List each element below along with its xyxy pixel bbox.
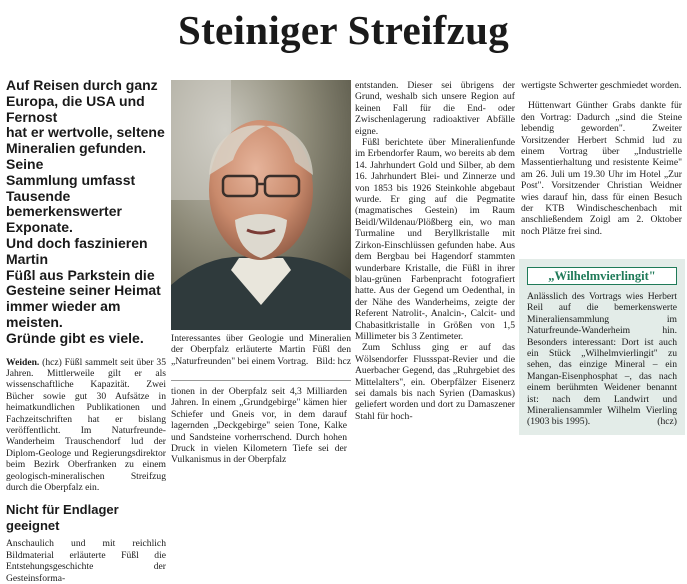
lead-line: Sammlung umfasst Tausende: [6, 171, 136, 204]
caption-divider: [171, 380, 351, 381]
column-4: [521, 80, 682, 237]
body-paragraph: tionen in der Oberpfalz seit 4,3 Milliarden Jahren. In einem „Grundgebirge" kämen hier Schiefer und Gneis vor, in dem darauf lagernden „Deckgebirge" seien Tone, Kalke und Sandsteine vorherrschend. Durch hohen Druck in vielen Kilometern Tiefe sei der Vulkanismus in der Oberpfalz: [171, 386, 347, 466]
column-2-bottom: [171, 386, 347, 466]
portrait-illustration: [171, 80, 351, 330]
dateline: Weiden.: [6, 356, 40, 368]
body-paragraph: Zum Schluss ging er auf das Wölsendorfer Flussspat-Revier und die Auerbacher Gegend, das „Ruhrgebiet des Mittelalters", ein. Oberpfälzer Eisenerz sei damals bis nach Syrien (Damaskus) geliefert worden und dort zu Damaszener Stahl für hoch-: [355, 342, 515, 422]
lead-line: Auf Reisen durch ganz: [6, 77, 158, 93]
body-paragraph: entstanden. Dieser sei übrigens der Grund, weshalb sich unsere Region auf keinen Fall für die End- oder Zwischenlagerung radioaktiver Abfälle eigne.: [355, 80, 515, 137]
body-text: (hcz) Füßl sammelt seit über 35 Jahren. Mittlerweile gilt er als wissenschaftliche Kapazität. Zwei Bücher sowie gut 30 Aufsätze in heimatkundlichen Publikationen und Fachzeitschriften hat er bislang veröffentlicht. Im Naturfreunde-Wanderheim Trauschendorf lud der Diplom-Geologe und Regierungsdirektor beim Bezirk Oberfranken zu einem geologisch-mineralischen Streifzug durch die Oberpfalz ein.: [6, 356, 166, 494]
lead-line: bemerkenswerter Exponate.: [6, 203, 122, 236]
info-box-body: Anlässlich des Vortrags wies Herbert Reil auf die bemerkenswerte Mineraliensammlung im Naturfreunde-Wanderheim hin. Besonders interessant: Dort ist auch ein Stück „Wilhelmvierlingit" zu sehen, das einzige Mineral – ein Mangan-Eisenphosphat –, das nach einem berühmten Weidener benannt ist: nach dem Landwirt und Mineraliensammler Wilhelm Vierling (1903 bis 1995).: [527, 291, 677, 428]
column-3: [355, 80, 515, 422]
info-box-author: (hcz): [657, 416, 677, 428]
lead-line: immer wieder am meisten.: [6, 298, 121, 330]
body-paragraph: Anschaulich und mit reichlich Bildmaterial erläuterte Füßl die Entstehungsgeschichte der Gesteinsforma-: [6, 538, 166, 584]
lead-line: Und doch faszinieren Martin: [6, 234, 148, 267]
subheading: Nicht für Endlager geeignet: [6, 502, 119, 534]
lead-line: Füßl aus Parkstein die: [6, 266, 155, 283]
body-paragraph: Hüttenwart Günther Grabs dankte für den Vortrag: Dadurch „sind die Steine lebendig geworden". Zweiter Vorsitzender Herbert Schmid lud zu einem Vortrag über „Industrielle Massentierhaltung und resistente Keime" am 26. Juli um 19.30 Uhr im Hotel „Zur Post". Vorsitzender Christian Weidner wies darauf hin, dass für einen Besuch der KTB Windischeschenbach mit anschließendem Zoigl am 2. Oktober noch Plätze frei sind.: [521, 100, 682, 237]
info-box: [519, 259, 685, 435]
portrait-photo: [171, 80, 351, 330]
headline: Steiniger Streifzug: [178, 7, 509, 53]
photo-caption: [171, 333, 351, 367]
info-box-title: „Wilhelmvierlingit": [527, 267, 677, 285]
column-1: [6, 78, 166, 584]
caption-text: Interessantes über Geologie und Mineralien der Oberpfalz erläuterte Martin Füßl den „Naturfreunden" bei einem Vortrag.: [171, 333, 351, 367]
body-paragraph: Füßl berichtete über Mineralienfunde im Erbendorfer Raum, wo bereits ab dem 14. Jahrhundert Gold und Silber, ab dem 16. Jahrhundert Blei- und Zinnerze und von 1853 bis 1926 Steinkohle abgebaut wurde. Er ging auf die Pegmatite (magmatisches Gestein) im Raum Beidl/Wildenau/Plößberg ein, wo man Turmaline und Beryllkristalle mit Zirkon-Einschlüssen gefunden habe. Aus dem Bergbau bei Hagendorf stammten wunderbare Kristalle, die Füßl in ihrer blau-grünen Farbenpracht fotografiert hatte. Aus der Gegend um Oedenthal, in der Nähe des Wanderheims, zeigte der Referent Natrolit-, Analcin-, Calcit- und Chabasitkristalle in Größen von 1,5 Millimeter bis 3 Zentimeter.: [355, 137, 515, 342]
lead-line: Europa, die USA und Fernost: [6, 92, 145, 125]
lead-line: Gesteine seiner Heimat: [6, 282, 161, 299]
lead-paragraph: [6, 78, 166, 347]
lead-line: Mineralien gefunden. Seine: [6, 140, 147, 172]
photo-credit: Bild: hcz: [316, 355, 351, 367]
lead-line: Gründe gibt es viele.: [6, 329, 144, 346]
info-box-text: [527, 291, 677, 428]
body-paragraph: [6, 357, 166, 494]
lead-line: hat er wertvolle, seltene: [6, 124, 165, 141]
body-paragraph: wertigste Schwerter geschmiedet worden.: [521, 80, 682, 91]
